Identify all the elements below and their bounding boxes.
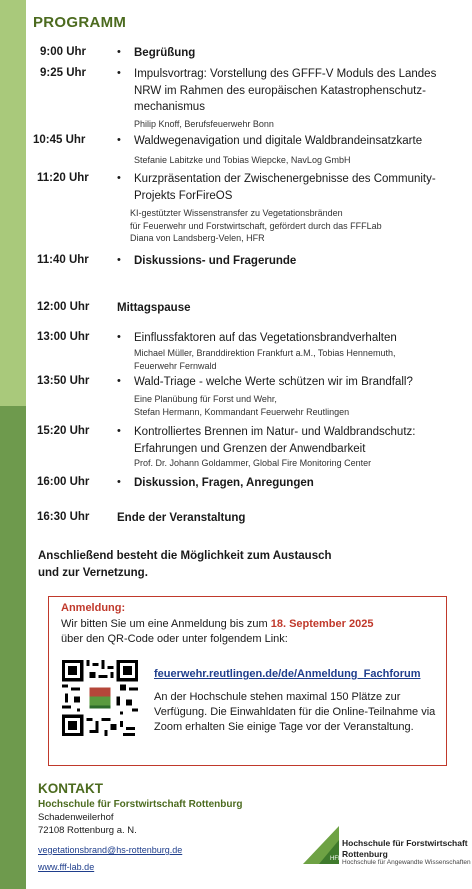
hfr-logo-line1: Hochschule für Forstwirtschaft	[342, 838, 468, 848]
program-event-line: NRW im Rahmen des europäischen Katastrophenschutz-	[134, 84, 426, 97]
program-speaker	[134, 347, 395, 372]
contact-org: Hochschule für Forstwirtschaft Rottenburg	[38, 799, 243, 810]
registration-text	[61, 617, 373, 647]
bullet-icon: •	[117, 67, 121, 79]
program-time: 11:40 Uhr	[37, 254, 89, 266]
bullet-icon: •	[117, 476, 121, 488]
program-time: 9:25 Uhr	[40, 67, 87, 79]
program-event-line: Waldwegenavigation und digitale Waldbrandeinsatzkarte	[134, 135, 423, 147]
registration-link-wrap	[154, 664, 420, 682]
program-time: 10:45 Uhr	[33, 134, 86, 146]
program-event	[134, 374, 413, 391]
program-speaker-line: Stefan Hermann, Kommandant Feuerwehr Reutlingen	[134, 406, 350, 417]
registration-text-part: Wir bitten Sie um eine Anmeldung bis zum	[61, 618, 271, 630]
program-event-line: Kontrolliertes Brennen im Natur- und Waldbrandschutz:	[134, 426, 416, 438]
program-speaker-line: Eine Planübung für Forst und Wehr,	[134, 394, 277, 404]
bullet-icon: •	[117, 46, 121, 58]
contact-web-wrap	[38, 857, 94, 875]
program-event-line: Diskussion, Fragen, Anregungen	[134, 477, 314, 489]
program-event	[134, 330, 397, 347]
program-speaker	[134, 118, 274, 131]
program-event-line: Mittagspause	[117, 302, 191, 314]
program-event-line: Projekts ForFireOS	[134, 189, 233, 202]
closing-note-line: Anschließend besteht die Möglichkeit zum Austausch	[38, 550, 332, 562]
program-speaker	[134, 457, 371, 470]
program-speaker-line: Stefanie Labitzke und Tobias Wiepcke, NavLog GmbH	[134, 155, 351, 165]
program-event-line: Erfahrungen und Grenzen der Anwendbarkeit	[134, 442, 366, 455]
program-event-line: Impulsvortrag: Vorstellung des GFFF-V Moduls des Landes	[134, 68, 437, 80]
hfr-logo-mark-text: HFR	[330, 856, 343, 862]
program-event	[134, 133, 422, 150]
program-event-line: Einflussfaktoren auf das Vegetationsbrandverhalten	[134, 332, 397, 344]
bullet-icon: •	[117, 254, 121, 266]
program-event	[134, 424, 415, 457]
contact-address	[38, 811, 137, 837]
program-event-line: Wald-Triage - welche Werte schützen wir im Brandfall?	[134, 376, 413, 388]
program-speaker-line: Philip Knoff, Berufsfeuerwehr Bonn	[134, 119, 274, 129]
program-speaker-line: Diana von Landsberg-Velen, HFR	[130, 233, 265, 243]
program-speaker-line: Feuerwehr Fernwald	[134, 360, 217, 371]
hfr-logo-sub: Hochschule für Angewandte Wissenschaften	[342, 859, 471, 866]
program-time: 13:50 Uhr	[37, 375, 90, 387]
program-event-line: Kurzpräsentation der Zwischenergebnisse des Community-	[134, 173, 436, 185]
registration-info-line: An der Hochschule stehen maximal 150 Plätze zur	[154, 691, 401, 703]
closing-note-line: und zur Vernetzung.	[38, 567, 148, 579]
program-event	[134, 171, 436, 204]
program-title: PROGRAMM	[33, 14, 127, 31]
program-speaker-line: Prof. Dr. Johann Goldammer, Global Fire Monitoring Center	[134, 458, 372, 468]
program-time: 12:00 Uhr	[37, 301, 90, 313]
program-event	[134, 66, 436, 116]
program-time: 13:00 Uhr	[37, 331, 90, 343]
registration-info-line: Verfügung. Die Einwahldaten für die Online-Teilnahme via	[154, 706, 436, 718]
program-speaker-line: Michael Müller, Branddirektion Frankfurt a.M., Tobias Hennemuth,	[134, 348, 396, 358]
program-event-line: Diskussions- und Fragerunde	[134, 255, 297, 267]
registration-info	[154, 690, 435, 735]
bullet-icon: •	[117, 425, 121, 437]
side-bar-bottom	[0, 406, 26, 889]
program-event	[117, 510, 245, 527]
program-event	[134, 475, 314, 492]
bullet-icon: •	[117, 331, 121, 343]
program-time: 11:20 Uhr	[37, 172, 89, 184]
contact-email-link[interactable]: vegetationsbrand@hs-rottenburg.de	[38, 845, 183, 855]
contact-street: Schadenweilerhof	[38, 812, 114, 823]
registration-text-line: über den QR-Code oder unter folgendem Link:	[61, 633, 288, 645]
contact-web-link[interactable]: www.fff-lab.de	[38, 862, 95, 872]
program-speaker-line: für Feuerwehr und Forstwirtschaft, gefördert durch das FFFLab	[130, 220, 382, 231]
program-event	[134, 45, 195, 62]
program-event	[134, 253, 296, 270]
program-event-line: Begrüßung	[134, 47, 196, 59]
bullet-icon: •	[117, 134, 121, 146]
program-speaker	[130, 207, 382, 245]
program-event-line: mechanismus	[134, 101, 205, 113]
registration-deadline: 18. September 2025	[270, 618, 374, 630]
qr-code-icon[interactable]	[62, 660, 138, 736]
registration-info-line: Zoom erhalten Sie einige Tage vor der Veranstaltung.	[154, 721, 414, 733]
program-time: 16:30 Uhr	[37, 511, 90, 523]
hfr-logo-mark-icon	[303, 826, 343, 864]
program-speaker	[134, 154, 350, 167]
contact-title: KONTAKT	[38, 781, 103, 796]
side-bar-top	[0, 0, 26, 406]
program-event-line: Ende der Veranstaltung	[117, 512, 246, 524]
program-time: 15:20 Uhr	[37, 425, 90, 437]
program-time: 16:00 Uhr	[37, 476, 90, 488]
contact-email-wrap	[38, 840, 182, 858]
hfr-logo-text	[342, 838, 471, 866]
program-speaker-line: KI-gestützter Wissenstransfer zu Vegetationsbränden	[130, 208, 343, 218]
contact-city: 72108 Rottenburg a. N.	[38, 825, 137, 836]
program-speaker	[134, 393, 349, 418]
bullet-icon: •	[117, 172, 121, 184]
bullet-icon: •	[117, 375, 121, 387]
closing-note	[38, 548, 332, 582]
hfr-logo-line2: Rottenburg	[342, 848, 388, 859]
program-time: 9:00 Uhr	[40, 46, 87, 58]
registration-heading: Anmeldung:	[61, 602, 126, 614]
program-event	[117, 300, 191, 317]
registration-link[interactable]: feuerwehr.reutlingen.de/de/Anmeldung_Fachforum	[154, 668, 421, 680]
